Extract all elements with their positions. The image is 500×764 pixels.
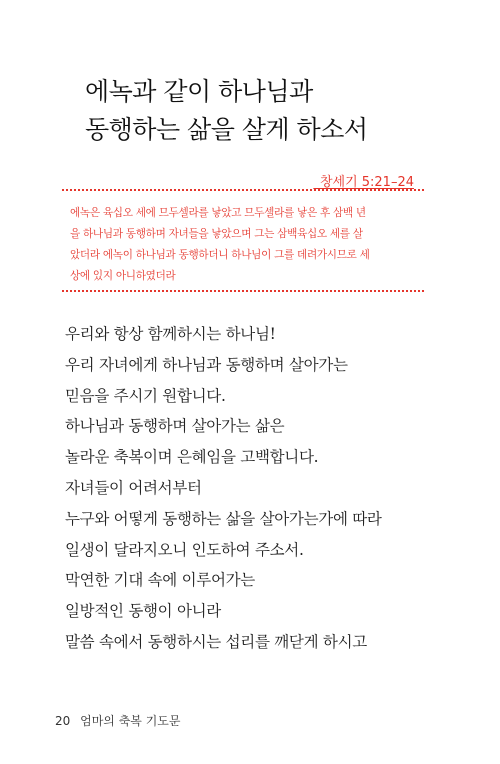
prayer-line: 자녀들이 어려서부터 bbox=[65, 478, 202, 497]
prayer-line: 일방적인 동행이 아니라 bbox=[65, 602, 221, 621]
prayer-line: 말씀 속에서 동행하시는 섭리를 깨닫게 하시고 bbox=[65, 632, 367, 651]
dotted-divider-bottom bbox=[62, 290, 424, 292]
prayer-text bbox=[65, 319, 465, 658]
prayer-line: 하나님과 동행하며 살아가는 삶은 bbox=[65, 417, 285, 436]
page-title bbox=[85, 73, 465, 149]
prayer-line: 일생이 달라지오니 인도하여 주소서. bbox=[65, 540, 304, 559]
book-title: 엄마의 축복 기도문 bbox=[80, 714, 181, 728]
page-number: 20 bbox=[55, 714, 71, 728]
dotted-divider-top bbox=[62, 189, 424, 191]
scripture-reference: _창세기 5:21–24 bbox=[313, 175, 414, 190]
scripture-passage bbox=[70, 203, 418, 287]
prayer-line: 놀라운 축복이며 은혜임을 고백합니다. bbox=[65, 448, 319, 467]
verse-line: 을 하나님과 동행하며 자녀들을 낳았으며 그는 삼백육십오 세를 살 bbox=[70, 228, 363, 240]
prayer-line: 누구와 어떻게 동행하는 삶을 살아가는가에 따라 bbox=[65, 509, 382, 528]
verse-line: 았더라 에녹이 하나님과 동행하더니 하나님이 그를 데려가시므로 세 bbox=[70, 249, 370, 261]
prayer-line: 믿음을 주시기 원합니다. bbox=[65, 386, 226, 405]
prayer-line: 우리와 항상 함께하시는 하나님! bbox=[65, 325, 276, 343]
prayer-line: 막연한 기대 속에 이루어가는 bbox=[65, 571, 255, 590]
page-footer bbox=[55, 712, 180, 729]
prayer-line: 우리 자녀에게 하나님과 동행하며 살아가는 bbox=[65, 355, 348, 374]
title-line-1: 에녹과 같이 하나님과 bbox=[85, 77, 313, 106]
verse-line: 에녹은 육십오 세에 므두셀라를 낳았고 므두셀라를 낳은 후 삼백 년 bbox=[70, 207, 366, 219]
verse-line: 상에 있지 아니하였더라 bbox=[70, 270, 176, 282]
title-line-2: 동행하는 삶을 살게 하소서 bbox=[85, 115, 368, 144]
